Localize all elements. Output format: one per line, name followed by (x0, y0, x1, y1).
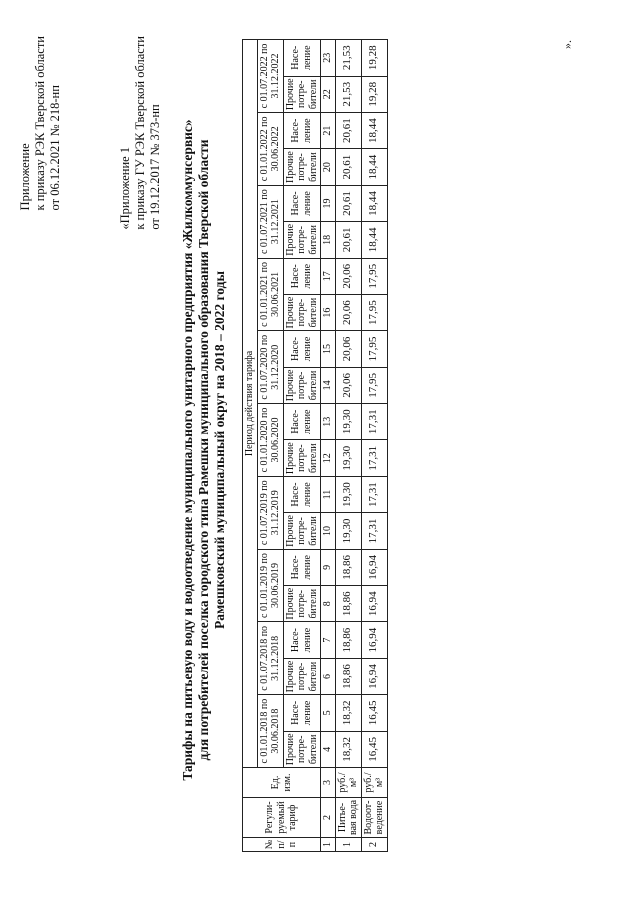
row-number: 2 (361, 838, 387, 852)
subheader-other-consumers: Прочие потре-бители (283, 76, 321, 112)
subheader-population: Насе-ление (283, 549, 321, 585)
title-line: Тарифы на питьевую воду и водоотведение муниципального унитарного предприятия «Жилкоммунсервис» (180, 119, 195, 781)
subheader-other-consumers: Прочие потре-бители (283, 513, 321, 549)
tariff-value: 20,06 (335, 367, 361, 403)
column-number: 20 (321, 149, 336, 185)
period-header: с 01.07.2018 по 31.12.2018 (257, 622, 283, 695)
tariff-value: 20,06 (335, 331, 361, 367)
subheader-other-consumers: Прочие потре-бители (283, 586, 321, 622)
tariff-value: 19,28 (361, 76, 387, 112)
column-number: 6 (321, 658, 336, 694)
subheader-other-consumers: Прочие потре-бители (283, 731, 321, 767)
header-row (283, 39, 321, 851)
column-number: 15 (321, 331, 336, 367)
period-header: с 01.01.2018 по 30.06.2018 (257, 695, 283, 768)
row-number: 1 (335, 838, 361, 852)
subheader-population: Насе-ление (283, 404, 321, 440)
tariff-value: 17,31 (361, 476, 387, 512)
subheader-population: Насе-ление (283, 112, 321, 148)
period-header: с 01.01.2019 по 30.06.2019 (257, 549, 283, 622)
subheader-population: Насе-ление (283, 258, 321, 294)
tariff-value: 17,95 (361, 294, 387, 330)
rotated-document-page (10, 20, 610, 880)
column-number: 2 (321, 798, 336, 838)
tariff-value: 17,31 (361, 513, 387, 549)
header-unit: Ед. изм. (243, 768, 321, 798)
subheader-other-consumers: Прочие потре-бители (283, 658, 321, 694)
column-number: 10 (321, 513, 336, 549)
tariff-value: 18,32 (335, 731, 361, 767)
tariff-value: 21,53 (335, 39, 361, 76)
period-header: с 01.01.2022 по 30.06.2022 (257, 112, 283, 185)
column-number: 17 (321, 258, 336, 294)
tariff-value: 16,94 (361, 658, 387, 694)
tariff-value: 19,30 (335, 513, 361, 549)
table-row (361, 39, 387, 851)
appendix-line: от 06.12.2021 № 218-нп (48, 85, 62, 211)
column-number: 1 (321, 838, 336, 852)
document-title (180, 60, 228, 840)
column-number: 11 (321, 476, 336, 512)
subheader-population: Насе-ление (283, 622, 321, 658)
tariff-value: 16,45 (361, 695, 387, 731)
closing-quote-mark: ». (560, 40, 574, 49)
tariff-value: 17,95 (361, 258, 387, 294)
previous-appendix-header (118, 36, 163, 230)
table-row (335, 39, 361, 851)
column-number: 19 (321, 185, 336, 221)
tariff-value: 20,06 (335, 294, 361, 330)
header-tariff: Регули-руемый тариф (243, 798, 321, 838)
period-header: с 01.07.2019 по 31.12.2019 (257, 476, 283, 549)
subheader-other-consumers: Прочие потре-бители (283, 440, 321, 476)
subheader-other-consumers: Прочие потре-бители (283, 367, 321, 403)
period-header: с 01.01.2021 по 30.06.2021 (257, 258, 283, 331)
column-number: 23 (321, 39, 336, 76)
subheader-other-consumers: Прочие потре-бители (283, 149, 321, 185)
column-number-row (321, 39, 336, 851)
tariff-value: 19,30 (335, 476, 361, 512)
header-row (257, 39, 283, 851)
column-number: 22 (321, 76, 336, 112)
tariff-value: 16,45 (361, 731, 387, 767)
subheader-population: Насе-ление (283, 39, 321, 76)
period-header: с 01.07.2020 по 31.12.2020 (257, 331, 283, 404)
column-number: 14 (321, 367, 336, 403)
subheader-population: Насе-ление (283, 185, 321, 221)
tariff-value: 16,94 (361, 622, 387, 658)
header-number: № п/п (243, 838, 321, 852)
row-unit: руб./м³ (361, 768, 387, 798)
tariff-value: 18,86 (335, 549, 361, 585)
period-header: с 01.01.2020 по 30.06.2020 (257, 404, 283, 477)
tariff-value: 17,31 (361, 404, 387, 440)
column-number: 18 (321, 222, 336, 258)
tariff-value: 21,53 (335, 76, 361, 112)
tariff-value: 17,95 (361, 331, 387, 367)
tariff-value: 16,94 (361, 549, 387, 585)
subheader-other-consumers: Прочие потре-бители (283, 222, 321, 258)
tariff-value: 18,44 (361, 222, 387, 258)
tariff-value: 18,86 (335, 586, 361, 622)
appendix-line: от 19.12.2017 № 373-нп (148, 104, 162, 230)
tariff-value: 20,61 (335, 149, 361, 185)
tariff-value: 18,86 (335, 622, 361, 658)
column-number: 8 (321, 586, 336, 622)
tariff-value: 19,30 (335, 404, 361, 440)
tariff-value: 17,95 (361, 367, 387, 403)
tariff-value: 17,31 (361, 440, 387, 476)
title-line: Рамешковский муниципальный округ на 2018 – 2022 годы (212, 270, 227, 630)
subheader-population: Насе-ление (283, 331, 321, 367)
column-number: 13 (321, 404, 336, 440)
tariff-value: 19,28 (361, 39, 387, 76)
tariff-value: 19,30 (335, 440, 361, 476)
period-header: с 01.07.2021 по 31.12.2021 (257, 185, 283, 258)
appendix-line: к приказу ГУ РЭК Тверской области (133, 36, 147, 230)
appendix-header (18, 36, 63, 210)
tariff-table (242, 39, 388, 852)
tariff-value: 16,94 (361, 586, 387, 622)
appendix-line: к приказу РЭК Тверской области (33, 36, 47, 211)
appendix-line: «Приложение 1 (118, 146, 132, 230)
column-number: 9 (321, 549, 336, 585)
subheader-population: Насе-ление (283, 695, 321, 731)
tariff-value: 20,61 (335, 185, 361, 221)
subheader-other-consumers: Прочие потре-бители (283, 294, 321, 330)
column-number: 12 (321, 440, 336, 476)
column-number: 21 (321, 112, 336, 148)
column-number: 16 (321, 294, 336, 330)
column-number: 4 (321, 731, 336, 767)
subheader-population: Насе-ление (283, 476, 321, 512)
period-header: с 01.07.2022 по 31.12.2022 (257, 39, 283, 112)
tariff-value: 18,32 (335, 695, 361, 731)
appendix-line: Приложение (18, 143, 32, 211)
column-number: 5 (321, 695, 336, 731)
row-tariff-name: Водоот-ведение (361, 798, 387, 838)
row-unit: руб./м³ (335, 768, 361, 798)
tariff-value: 18,44 (361, 112, 387, 148)
tariff-value: 18,44 (361, 149, 387, 185)
column-number: 7 (321, 622, 336, 658)
tariff-value: 20,61 (335, 112, 361, 148)
header-period: Период действия тарифа (243, 39, 258, 767)
column-number: 3 (321, 768, 336, 798)
tariff-value: 18,44 (361, 185, 387, 221)
row-tariff-name: Питье-вая вода (335, 798, 361, 838)
tariff-value: 20,61 (335, 222, 361, 258)
tariff-value: 20,06 (335, 258, 361, 294)
header-row (243, 39, 258, 851)
title-line: для потребителей поселка городского типа Рамешки муниципального образования Тверской области (196, 139, 211, 761)
tariff-value: 18,86 (335, 658, 361, 694)
